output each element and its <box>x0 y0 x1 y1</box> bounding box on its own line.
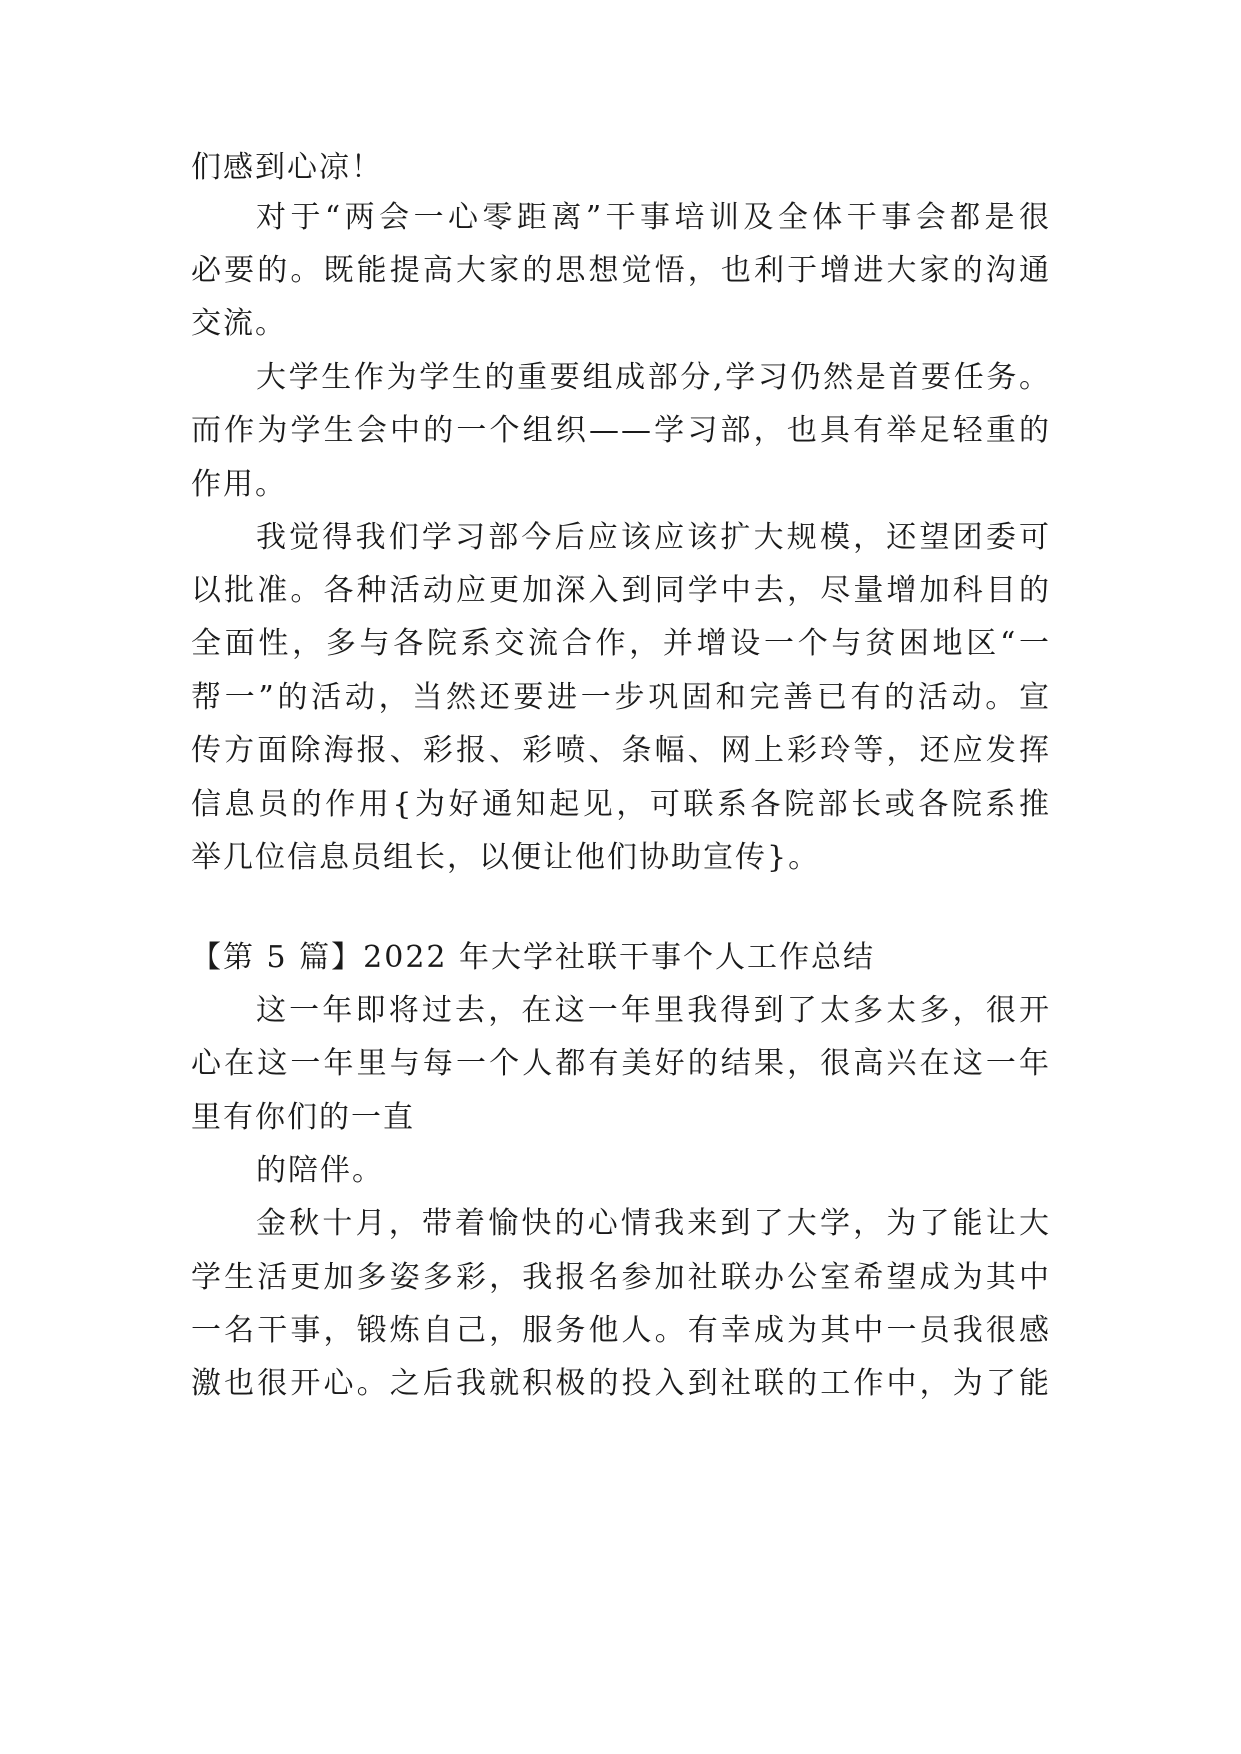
text-line: 的陪伴。 <box>256 1153 384 1188</box>
text-line: 大学生作为学生的重要组成部分,学习仍然是首要任务。 <box>256 360 1051 395</box>
text-line: 一名干事，锻炼自己，服务他人。有幸成为其中一员我很感 <box>191 1313 1051 1348</box>
text-line: 帮一”的活动，当然还要进一步巩固和完善已有的活动。宣 <box>191 680 1051 715</box>
text-line: 以批准。各种活动应更加深入到同学中去，尽量增加科目的 <box>191 573 1051 608</box>
text-line: 交流。 <box>191 306 287 341</box>
text-line: 对于“两会一心零距离”干事培训及全体干事会都是很 <box>256 200 1051 235</box>
text-line: 里有你们的一直 <box>191 1100 415 1135</box>
text-line: 必要的。既能提高大家的思想觉悟，也利于增进大家的沟通 <box>191 253 1051 288</box>
text-line: 心在这一年里与每一个人都有美好的结果，很高兴在这一年 <box>191 1046 1051 1081</box>
text-line: 我觉得我们学习部今后应该应该扩大规模，还望团委可 <box>256 520 1051 555</box>
text-line: 传方面除海报、彩报、彩喷、条幅、网上彩玲等，还应发挥 <box>191 733 1051 768</box>
text-line: 举几位信息员组长，以便让他们协助宣传}。 <box>191 840 821 875</box>
text-line: 们感到心凉！ <box>191 150 383 185</box>
text-line: 全面性，多与各院系交流合作，并增设一个与贫困地区“一 <box>191 626 1051 661</box>
text-line: 激也很开心。之后我就积极的投入到社联的工作中，为了能 <box>191 1366 1051 1401</box>
section-heading: 【第 5 篇】2022 年大学社联干事个人工作总结 <box>191 940 876 975</box>
text-line: 作用。 <box>191 467 287 502</box>
text-line: 这一年即将过去，在这一年里我得到了太多太多，很开 <box>256 993 1051 1028</box>
text-line: 学生活更加多姿多彩，我报名参加社联办公室希望成为其中 <box>191 1260 1051 1295</box>
text-line: 金秋十月，带着愉快的心情我来到了大学，为了能让大 <box>256 1206 1051 1241</box>
text-line: 而作为学生会中的一个组织——学习部，也具有举足轻重的 <box>191 413 1051 448</box>
text-line: 信息员的作用{为好通知起见，可联系各院部长或各院系推 <box>191 787 1051 822</box>
